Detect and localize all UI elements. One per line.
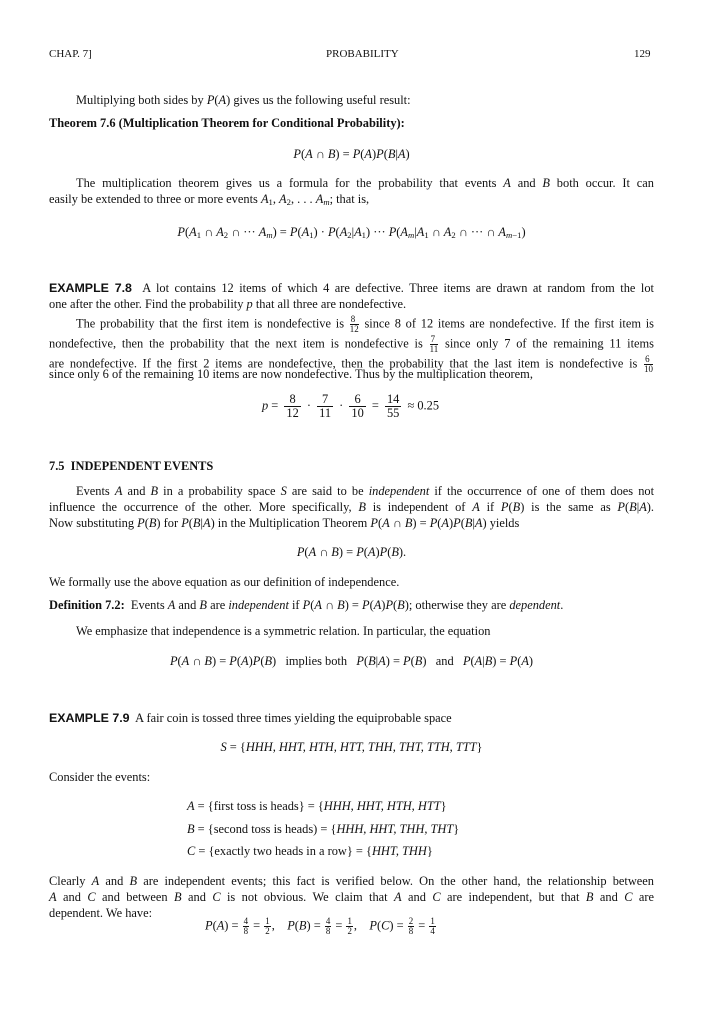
theorem-formula: P(A ∩ B) = P(A)P(B|A) bbox=[293, 147, 410, 161]
section-line-3: Now substituting P(B) for P(B|A) in the Multiplication Theorem P(A ∩ B) = P(A)P(B|A) yields bbox=[49, 516, 520, 530]
example-78-line-4: nondefective, then the probability that the next item is nondefective is $\frac{7}{11}$ since only 7 of the remaining 11 items bbox=[49, 334, 654, 354]
theorem-explanation-2: easily be extended to three or more events $A_1$, $A_2$, . . . $A_m$; that is, bbox=[49, 192, 370, 208]
fraction-8-12: $\frac{8}{12}$ bbox=[349, 314, 359, 334]
example-78-line-6: since only 6 of the remaining 10 items are now nondefective. Thus by the multiplication theorem, bbox=[49, 367, 533, 381]
consider-text: Consider the events: bbox=[49, 770, 151, 784]
example-79-line-1: EXAMPLE 7.9 A fair coin is tossed three times yielding the equiprobable space bbox=[49, 711, 452, 725]
header-page-number: 129 bbox=[634, 48, 651, 60]
fraction-7-11: $\frac{7}{11}$ bbox=[429, 334, 439, 354]
section-heading: 7.5 INDEPENDENT EVENTS bbox=[49, 459, 214, 473]
example-79-line-2: Clearly A and B are independent events; this fact is verified below. On the other hand, the relationship between bbox=[49, 874, 654, 888]
intro-text: Multiplying both sides by P(A) gives us the following useful result: bbox=[76, 93, 411, 107]
example-78-label: EXAMPLE 7.8 bbox=[49, 281, 132, 295]
definition-label: Definition 7.2: bbox=[49, 598, 125, 612]
example-78-line-5: are nondefective. If the first 2 items are nondefective, then the probability that the last item is nondefective is $\frac{6}{10}$ bbox=[49, 354, 653, 374]
section-line-1: Events A and B in a probability space S are said to be independent if the occurrence of one of them does not bbox=[76, 484, 655, 498]
header-title: PROBABILITY bbox=[326, 48, 399, 60]
definition-line: Definition 7.2: Events A and B are independent if P(A ∩ B) = P(A)P(B); otherwise they are dependent. bbox=[49, 598, 564, 612]
example-78-line-3: The probability that the first item is nondefective is $\frac{8}{12}$ since 8 of 12 items are nondefective. If the first item is bbox=[76, 314, 655, 334]
probabilities-formula: P(A) = $\frac{4}{8}$ = $\frac{1}{2}$ , P(B) = $\frac{4}{8}$ = $\frac{1}{2}$ , P(C) = $\frac{2}{8}$ = $\frac{1}{4}$ bbox=[205, 916, 435, 936]
example-79-label: EXAMPLE 7.9 bbox=[49, 711, 130, 725]
header-chapter: CHAP. 7] bbox=[49, 48, 92, 60]
event-c: C = {exactly two heads in a row} = {HHT, THH} bbox=[187, 844, 433, 858]
theorem-explanation-1: The multiplication theorem gives us a formula for the probability that events A and B both occur. It can bbox=[76, 176, 654, 190]
example-79-line-4: dependent. We have: bbox=[49, 906, 153, 920]
theorem-label: Theorem 7.6 (Multiplication Theorem for Conditional Probability): bbox=[49, 116, 405, 130]
example-78-line-1: EXAMPLE 7.8 A lot contains 12 items of which 4 are defective. Three items are drawn at random from the lot bbox=[49, 281, 654, 295]
theorem-extended-formula: $P(A_1$ ∩ $A_2$ ∩ ··· $A_m) = P(A_1) \cdot P(A_2|A_1)$ ··· $P(A_m|A_1$ ∩ $A_2$ ∩ ··· ∩ $A_{m-1}$) bbox=[177, 225, 526, 241]
example-78-line-2: one after the other. Find the probability p that all three are nondefective. bbox=[49, 297, 407, 311]
section-line-4: We formally use the above equation as our definition of independence. bbox=[49, 575, 400, 589]
example-78-formula: p = $\frac{8}{12}$ · $\frac{7}{11}$ · $\frac{6}{10}$ = $\frac{14}{55}$ ≈ 0.25 bbox=[262, 392, 440, 421]
definition-line-2: We emphasize that independence is a symmetric relation. In particular, the equation bbox=[76, 624, 491, 638]
section-line-2: influence the occurrence of the other. More specifically, B is independent of A if P(B) is the same as P(B|A). bbox=[49, 500, 655, 514]
event-a: A = {first toss is heads} = {HHH, HHT, HTH, HTT} bbox=[187, 799, 447, 813]
symmetry-formula: P(A ∩ B) = P(A)P(B) implies both P(B|A) = P(B) and P(A|B) = P(A) bbox=[169, 654, 534, 668]
fraction-6-10: $\frac{6}{10}$ bbox=[644, 354, 653, 374]
example-79-line-3: A and C and between B and C is not obvious. We claim that A and C are independent, but that B and C are bbox=[49, 890, 654, 904]
sample-space: S = {HHH, HHT, HTH, HTT, THH, THT, TTH, TTT} bbox=[220, 740, 483, 754]
event-b: B = {second toss is heads) = {HHH, HHT, THH, THT} bbox=[187, 822, 460, 836]
independence-formula: P(A ∩ B) = P(A)P(B). bbox=[296, 545, 407, 559]
